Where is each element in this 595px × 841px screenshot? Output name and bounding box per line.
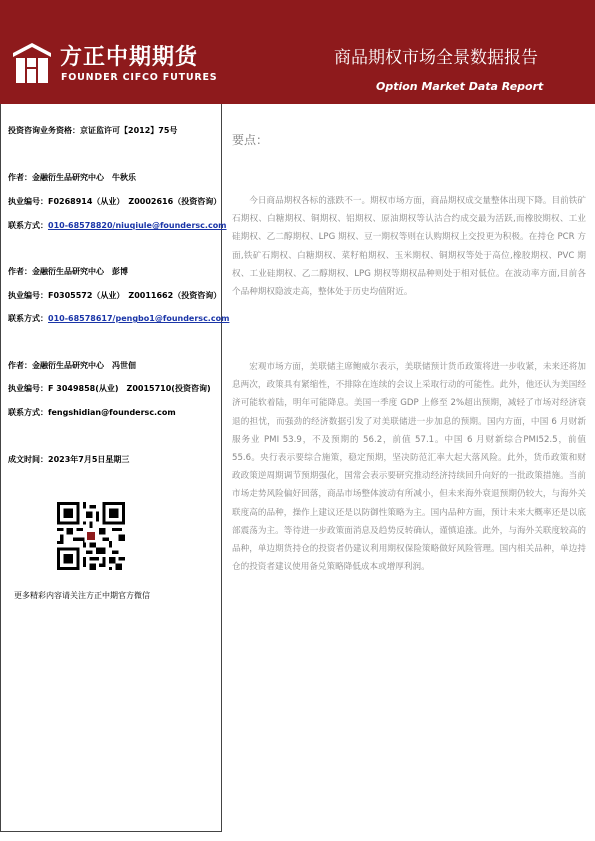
logo-chinese: 方正中期期货	[60, 45, 199, 70]
license-text: 投资咨询业务资格：京证监许可【2012】75号	[8, 126, 178, 135]
report-title: 商品期权市场全景数据报告	[334, 48, 538, 68]
sidebar-left-border	[0, 104, 1, 831]
logo-english: FOUNDER CIFCO FUTURES	[61, 72, 218, 83]
report-subtitle: Option Market Data Report	[376, 80, 544, 93]
author-2-contact	[8, 313, 229, 324]
author-3-contact-text: fengshidian@foundersc.com	[48, 408, 176, 417]
contact-label: 联系方式：	[8, 221, 48, 230]
contact-label: 联系方式：	[8, 408, 48, 417]
author-3-cert: 执业编号：F 3049858(从业) Z0015710(投资咨询)	[8, 384, 211, 393]
author-2-contact-link[interactable]: 010-68578617/pengbo1@foundersc.com	[48, 314, 230, 323]
author-2-cert: 执业编号：F0305572（从业） Z0011662（投资咨询）	[8, 291, 222, 300]
qr-caption: 更多精彩内容请关注方正中期官方微信	[14, 591, 150, 600]
report-header	[0, 0, 595, 104]
founder-logo-icon	[13, 43, 51, 83]
author-1-contact	[8, 220, 227, 231]
section-title: 要点：	[232, 133, 269, 147]
author-3-contact	[8, 407, 176, 418]
author-1-contact-link[interactable]: 010-68578820/niuqiule@foundersc.com	[48, 221, 227, 230]
paragraph-options-market: 今日商品期权各标的涨跌不一。期权市场方面，商品期权成交量整体出现下降。目前铁矿石期权、白糖期权、铜期权、铝期权、原油期权等认沽合约成交最为活跃,而橡胶期权、工业硅期权、乙二醇期权、LPG 期权、豆一期权等则在认购期权上交投更为积极。在持仓 PCR 方面,铁矿石期权、白糖期权、菜籽粕期权、玉米期权、铜期权等处于高位,橡胶期权、PVC 期权、工业硅期权、乙二醇期权、LPG 期权等期权品种则处于相对低位。在波动率方面,目前各个品种期权隐波走高，整体处于历史均值附近。	[232, 196, 586, 298]
qr-code-icon	[57, 502, 125, 570]
column-divider	[221, 104, 222, 832]
sidebar-bottom-border	[0, 831, 221, 832]
author-1-name: 作者：金融衍生品研究中心 牛秋乐	[8, 173, 136, 182]
author-2-name: 作者：金融衍生品研究中心 彭博	[8, 267, 128, 276]
publish-date: 成文时间：2023年7月5日星期三	[8, 455, 130, 464]
contact-label: 联系方式：	[8, 314, 48, 323]
author-3-name: 作者：金融衍生品研究中心 冯世佃	[8, 361, 136, 370]
paragraph-macro-market: 宏观市场方面，美联储主席鲍威尔表示，美联储预计货币政策将进一步收紧，未来还将加息两次，政策具有紧缩性，不排除在连续的会议上采取行动的可能性。此外，他还认为美国经济可能软着陆，明年可能降息。美国一季度 GDP 上修至 2%超出预期，减轻了市场对经济衰退的担忧，而强劲的经济数据引发了对美联储进一步加息的预期。国内方面，中国 6 月财新服务业 PMI 53.9，不及预期的 56.2，前值 57.1。中国 6 月财新综合PMI52.5，前值 55.6。央行表示要综合施策，稳定预期，坚决防范汇率大起大落风险。此外，货币政策和财政政策逆周期调节预期强化，国常会表示要研究推动经济持续回升向好的一批政策措施。当前市场走势风险偏好回落，商品市场整体波动有所减小，但未来海外衰退预期仍较大，与海外关联度高的品种，操作上建议还是以防御性策略为主。国内品种方面，预计未来大概率还是以底部震荡为主。等待进一步政策面消息及趋势反转确认，谨慎追涨。此外，与海外关联度较高的品种，单边期货持仓的投资者仍建议利用期权保险策略做好风险管理。国内相关品种，单边持仓的投资者建议使用备兑策略降低成本或增厚利润。	[232, 362, 586, 573]
author-1-cert: 执业编号：F0268914（从业） Z0002616（投资咨询）	[8, 197, 222, 206]
